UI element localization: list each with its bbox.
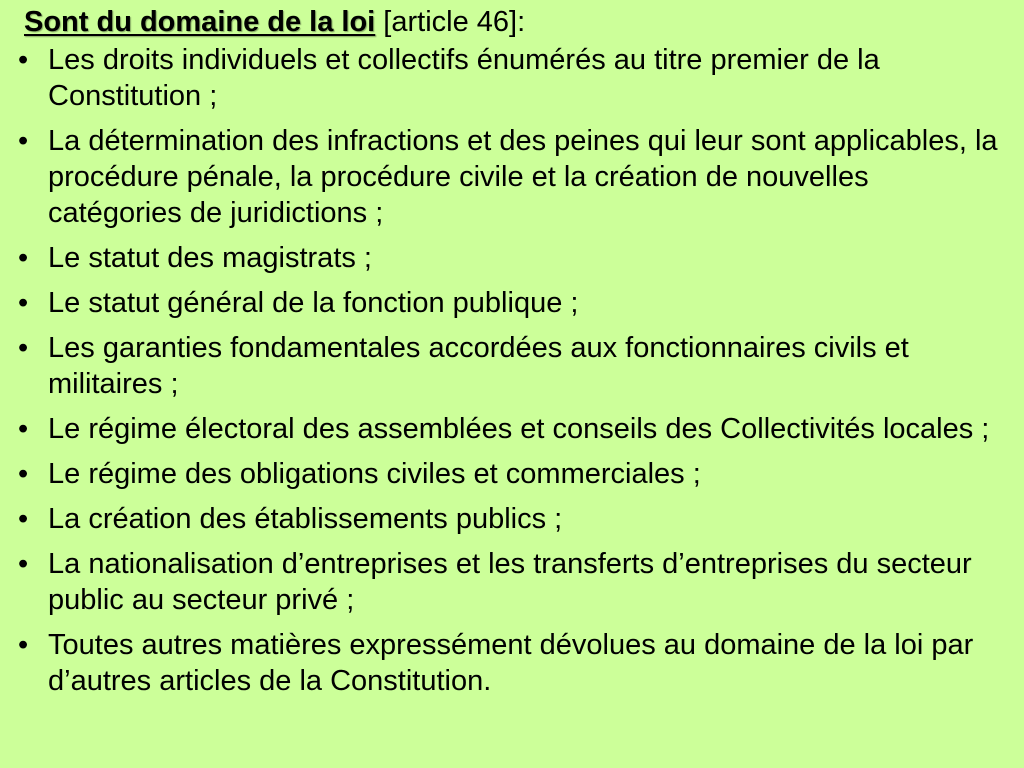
list-item (12, 123, 1002, 231)
list-item-text: Toutes autres matières expressément dévolues au domaine de la loi par d’autres articles de la Constitution. (48, 629, 974, 697)
heading-title: Sont du domaine de la loi (24, 6, 376, 38)
list-item (12, 330, 1002, 402)
list-item-text: La détermination des infractions et des peines qui leur sont applicables, la procédure pénale, la procédure civile et la création de nouvelles catégories de juridictions ; (48, 125, 998, 229)
bullet-icon: • (18, 503, 29, 535)
bullet-icon: • (18, 125, 29, 157)
slide-heading (24, 4, 1002, 40)
list-item (12, 456, 1002, 492)
bullet-icon: • (18, 629, 29, 661)
list-item-text: Le régime des obligations civiles et commerciales ; (48, 458, 701, 490)
list-item (12, 285, 1002, 321)
list-item (12, 546, 1002, 618)
list-item (12, 627, 1002, 699)
bullet-icon: • (18, 458, 29, 490)
list-item-text: La nationalisation d’entreprises et les transferts d’entreprises du secteur public au secteur privé ; (48, 548, 972, 616)
list-item-text: La création des établissements publics ; (48, 503, 563, 535)
list-item (12, 240, 1002, 276)
bullet-icon: • (18, 332, 29, 364)
bullet-list (12, 42, 1002, 699)
list-item-text: Les garanties fondamentales accordées aux fonctionnaires civils et militaires ; (48, 332, 909, 400)
bullet-icon: • (18, 413, 29, 445)
list-item-text: Le statut général de la fonction publique ; (48, 287, 579, 319)
list-item-text: Le statut des magistrats ; (48, 242, 372, 274)
bullet-icon: • (18, 242, 29, 274)
list-item (12, 501, 1002, 537)
list-item (12, 42, 1002, 114)
list-item-text: Les droits individuels et collectifs énumérés au titre premier de la Constitution ; (48, 44, 880, 112)
bullet-icon: • (18, 44, 29, 76)
list-item-text: Le régime électoral des assemblées et conseils des Collectivités locales ; (48, 413, 990, 445)
bullet-icon: • (18, 548, 29, 580)
bullet-icon: • (18, 287, 29, 319)
list-item (12, 411, 1002, 447)
heading-reference: [article 46]: (375, 6, 526, 38)
